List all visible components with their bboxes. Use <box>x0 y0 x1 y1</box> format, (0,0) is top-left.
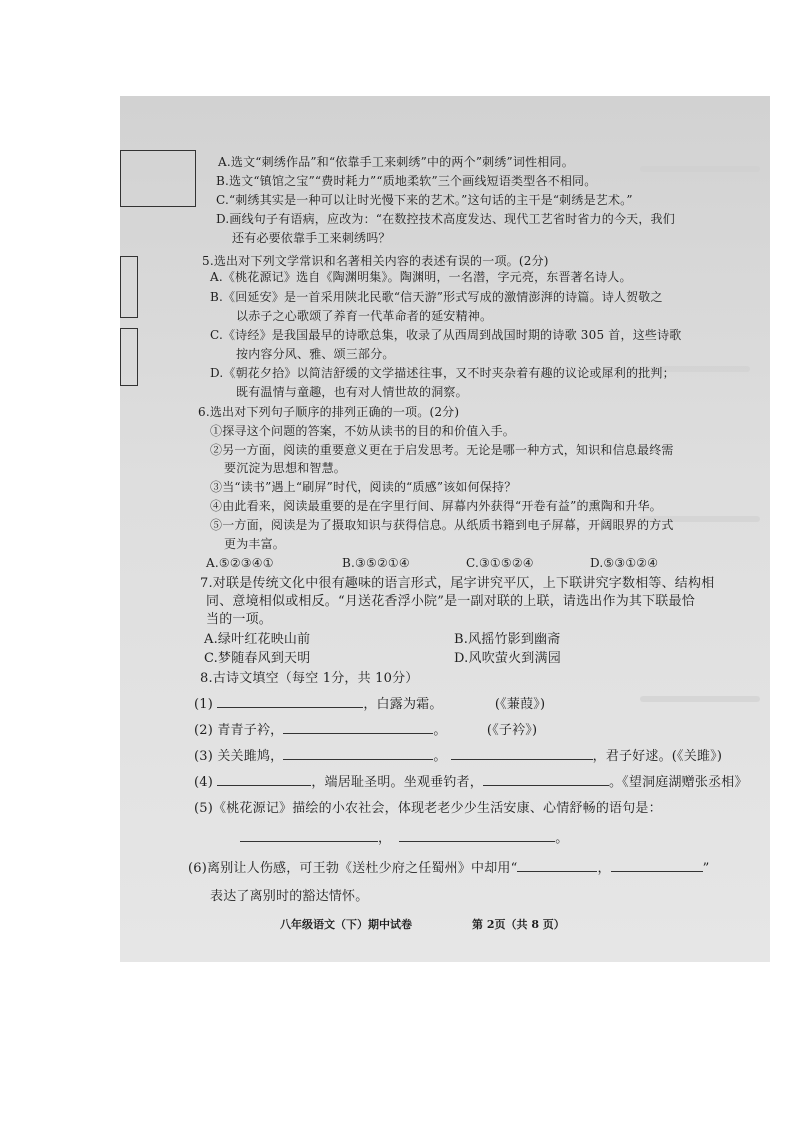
answer-blank[interactable] <box>517 858 597 872</box>
q8-item-4 <box>194 772 748 792</box>
q8-item-6-cont: 表达了离别时的豁达情怀。 <box>210 889 369 904</box>
q4-option-d: D.画线句子有语病，应改为：“在数控技术高度发达、现代工艺省时省力的今天，我们 <box>216 212 675 226</box>
q5-stem: 5.选出对下列文学常识和名著相关内容的表述有误的一项。(2分) <box>202 254 549 268</box>
item-number: (4) <box>194 775 214 790</box>
q5-option-d: D.《朝花夕拾》以简洁舒缓的文学描述往事，又不时夹杂着有趣的议论或犀利的批判； <box>210 366 675 380</box>
item-source: (《蒹葭》) <box>494 697 546 712</box>
answer-blank[interactable] <box>283 746 433 760</box>
q5-option-d-cont: 既有温情与童趣，也有对人情世故的洞察。 <box>236 385 468 399</box>
q6-sentence-2-cont: 要沉淀为思想和智慧。 <box>224 461 347 475</box>
item-end: 。《望洞庭湖赠张丞相》 <box>608 775 748 790</box>
q8-item-5: (5)《桃花源记》描绘的小农社会，体现老老少少生活安康、心情舒畅的语句是： <box>194 801 662 816</box>
q6-sentence-1: ①探寻这个问题的答案，不妨从读书的目的和价值入手。 <box>210 424 516 438</box>
item-text: 青青子衿， <box>217 723 284 738</box>
q7-option-a: A.绿叶红花映山前 <box>204 632 311 647</box>
page-number-footer: 第 2页（共 8 页） <box>472 918 565 931</box>
q6-option-c: C.③①⑤②④ <box>466 556 534 570</box>
q8-item-5-answer: ， 。 <box>240 828 568 848</box>
q7-option-c: C.梦随春风到天明 <box>204 651 311 666</box>
q6-sentence-5: ⑤一方面，阅读是为了摄取知识与获得信息。从纸质书籍到电子屏幕，开阔眼界的方式 <box>210 518 674 532</box>
item-number: (2) <box>194 723 214 738</box>
answer-blank[interactable] <box>240 828 378 842</box>
scanned-exam-page <box>120 96 770 962</box>
q8-item-1 <box>194 694 545 714</box>
q6-option-b: B.③⑤②①④ <box>342 556 410 570</box>
bleed-through-mark <box>640 696 760 702</box>
q5-option-b-cont: 以赤子之心歌颂了养育一代革命者的延安精神。 <box>236 309 493 323</box>
score-box-middle-upper <box>120 256 138 318</box>
item-end: 。 <box>433 723 447 738</box>
answer-blank[interactable] <box>611 858 703 872</box>
q8-item-2 <box>194 720 537 740</box>
q5-option-a: A.《桃花源记》选自《陶渊明集》。陶渊明，一名潜，字元亮，东晋著名诗人。 <box>210 270 632 284</box>
q7-stem: 7.对联是传统文化中很有趣味的语言形式，尾字讲究平仄，上下联讲究字数相等、结构相 <box>200 576 715 591</box>
q4-option-b: B.选文“镇馆之宝”“费时耗力”“质地柔软”三个画线短语类型各不相同。 <box>216 174 597 188</box>
q5-option-c: C.《诗经》是我国最早的诗歌总集，收录了从西周到战国时期的诗歌 305 首，这些诗歌 <box>210 328 682 342</box>
q8-stem: 8.古诗文填空（每空 1分，共 10分） <box>200 671 419 686</box>
item-number: (1) <box>194 697 214 712</box>
q7-stem-cont-1: 同、意境相似或相反。“月送花香浮小院”是一副对联的上联，请选出作为其下联最恰 <box>206 594 695 609</box>
item-mid: 。 <box>433 749 447 764</box>
item-text: 关关雎鸠， <box>217 749 284 764</box>
q7-option-d: D.风吹萤火到满园 <box>454 651 561 666</box>
answer-blank[interactable] <box>217 694 363 708</box>
answer-blank[interactable] <box>451 746 593 760</box>
score-box-top <box>120 150 196 207</box>
q5-option-b: B.《回延安》是一首采用陕北民歌“信天游”形式写成的激情澎湃的诗篇。诗人贺敬之 <box>210 290 663 304</box>
q6-sentence-3: ③当“读书”遇上“刷屏”时代，阅读的“质感”该如何保持？ <box>210 480 517 494</box>
answer-blank[interactable] <box>483 772 609 786</box>
bleed-through-mark <box>640 166 760 172</box>
q4-option-c: C.“刺绣其实是一种可以让时光慢下来的艺术。”这句话的主干是“刺绣是艺术。” <box>216 193 633 207</box>
item-text: ，端居耻圣明。坐观垂钓者， <box>311 775 483 790</box>
exam-title-footer: 八年级语文（下）期中试卷 <box>280 918 412 931</box>
q5-option-c-cont: 按内容分风、雅、颂三部分。 <box>236 347 395 361</box>
q4-option-a: A.选文“刺绣作品”和“依靠手工来刺绣”中的两个”刺绣”词性相同。 <box>218 155 574 169</box>
q8-item-6: (6)离别让人伤感，可王勃《送杜少府之任蜀州》中却用“ ， ” <box>188 858 710 878</box>
item-source: (《子衿》) <box>486 723 538 738</box>
item-text: (6)离别让人伤感，可王勃《送杜少府之任蜀州》中却用“ <box>188 861 518 876</box>
answer-blank[interactable] <box>283 720 433 734</box>
q6-option-d: D.⑤③①②④ <box>590 556 659 570</box>
q6-option-a: A.⑤②③④① <box>206 556 274 570</box>
q4-option-d-cont: 还有必要依靠手工来刺绣吗？ <box>232 231 391 245</box>
item-text: ，白露为霜。 <box>363 697 443 712</box>
item-end: ，君子好逑。(《关雎》) <box>592 749 723 764</box>
q7-stem-cont-2: 当的一项。 <box>206 612 273 627</box>
q6-sentence-2: ②另一方面，阅读的重要意义更在于启发思考。无论是哪一种方式，知识和信息最终需 <box>210 443 674 457</box>
item-number: (3) <box>194 749 214 764</box>
score-box-middle-lower <box>120 328 138 386</box>
q6-sentence-4: ④由此看来，阅读最重要的是在字里行间、屏幕内外获得“开卷有益”的熏陶和升华。 <box>210 499 662 513</box>
q7-option-b: B.风摇竹影到幽斋 <box>454 632 561 647</box>
answer-blank[interactable] <box>399 828 555 842</box>
q6-sentence-5-cont: 更为丰富。 <box>224 537 286 551</box>
answer-blank[interactable] <box>217 772 311 786</box>
q6-stem: 6.选出对下列句子顺序的排列正确的一项。(2分) <box>198 405 460 419</box>
q8-item-3 <box>194 746 722 766</box>
